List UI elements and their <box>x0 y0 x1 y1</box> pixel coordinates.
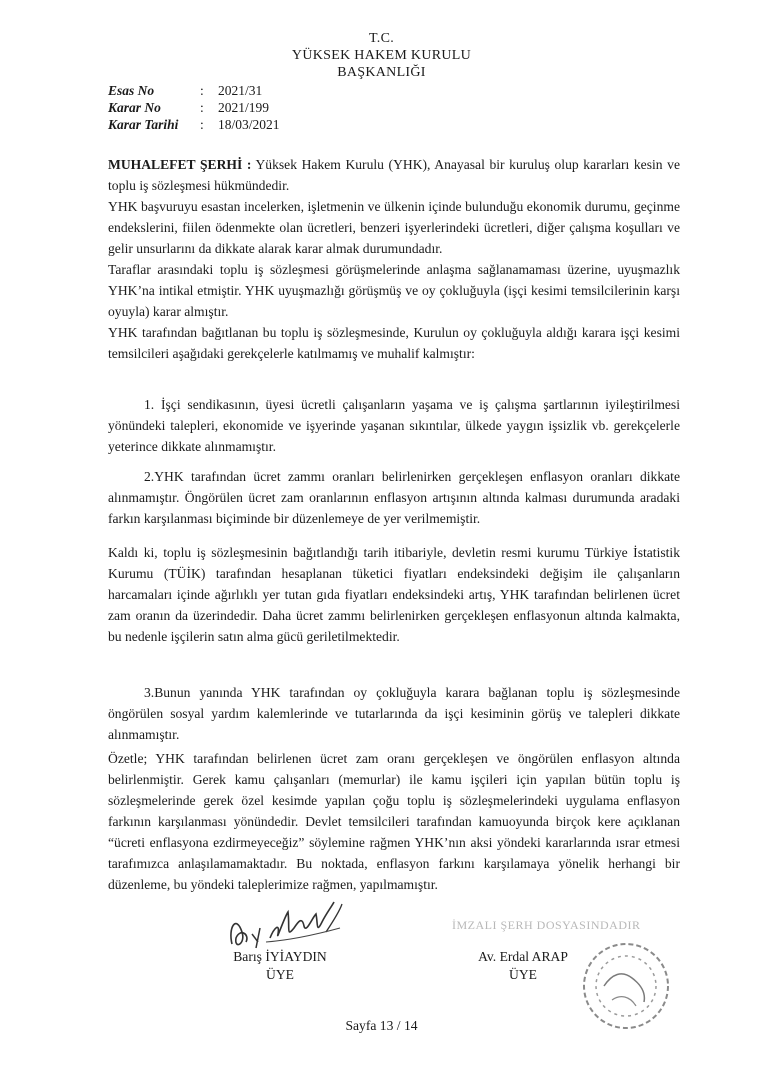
decision-date-label: Karar Tarihi <box>108 117 179 132</box>
left-signatory-role: ÜYE <box>266 967 294 982</box>
case-number-label: Esas No <box>108 83 155 98</box>
summary-block <box>108 748 680 895</box>
dissent-intro-text: Yüksek Hakem Kurulu (YHK), Anayasal bir kuruluş olup kararları kesin ve toplu iş sözleşmesi hükmündedir. <box>108 157 681 193</box>
paragraph-4-block <box>108 542 680 647</box>
decision-number-label: Karar No <box>108 100 161 115</box>
case-number-row <box>108 82 280 99</box>
reason-1-block <box>108 394 680 457</box>
right-signatory-role: ÜYE <box>509 967 537 982</box>
dissent-intro-block <box>108 154 680 364</box>
reason-3: 3.Bunun yanında YHK tarafından oy çokluğuyla karara bağlanan toplu iş sözleşmesinde öngörülen sosyal yardım kalemlerinde ve tutarlarında da işçi kesiminin görüş ve talepleri dikkate alınmamıştır. <box>108 685 680 742</box>
dissent-intro <box>108 154 680 196</box>
decision-date-row <box>108 116 280 133</box>
paragraph-1: YHK başvuruyu esastan incelerken, işletmenin ve ülkenin içinde bulunduğu ekonomik durumu, geçinme endekslerini, fiilen ödenmekte olan ücretleri, benzeri işyerlerindeki ücretleri, diğer çalışma koşulları ve gelir unsurlarını da dikkate alarak karar almak durumundadır. <box>108 199 680 256</box>
dissent-heading: MUHALEFET ŞERHİ : <box>108 157 252 172</box>
reason-1: 1. İşçi sendikasının, üyesi ücretli çalışanların yaşama ve iş çalışma şartlarının iyileştirilmesi yönündeki talepleri, ekonomide ve işyerinde yaşanan sıkıntılar, ülkede yaygın işsizlik vb. gerekçelerle yeterince dikkate alınmamıştır. <box>108 397 680 454</box>
case-number-colon: : <box>200 83 204 98</box>
decision-number-colon: : <box>200 100 204 115</box>
case-metadata <box>108 82 280 133</box>
signed-dissent-note: İMZALI ŞERH DOSYASINDADIR <box>452 918 641 932</box>
paragraph-5: Özetle; YHK tarafından belirlenen ücret zam oranı gerçekleşen ve öngörülen enflasyon altında belirlenmiştir. Gerek kamu çalışanları (memurlar) ile kamu işçileri için yapılan bütün toplu iş sözleşmelerinde gerek özel kesimde yapılan çoğu toplu iş sözleşmelerindeki uygulama enflasyon farkının karşılanması yönündedir. Devlet temsilcileri tarafından kamuoyunda birçok kere açıklanan “ücreti enflasyona ezdirmeyeceğiz” söylemine rağmen YHK’nın aksi yöndeki kararlarında ısrar etmesi tarafımızca anlaşılamamaktadır. Bu noktada, enflasyon farkını karşılamaya yönelik herhangi bir düzenleme, bu yöndeki taleplerimize rağmen, yapılmamıştır. <box>108 751 680 892</box>
case-number-value: 2021/31 <box>218 83 263 98</box>
reason-3-block <box>108 682 680 745</box>
paragraph-3: YHK tarafından bağıtlanan bu toplu iş sözleşmesinde, Kurulun oy çokluğuyla aldığı karara işçi kesimi temsilcileri aşağıdaki gerekçelerle katılmamış ve muhalif kalmıştır: <box>108 325 680 361</box>
header-institution: YÜKSEK HAKEM KURULU <box>291 48 472 63</box>
decision-date-colon: : <box>200 117 204 132</box>
page-number: Sayfa 13 / 14 <box>345 1018 418 1033</box>
reason-2-block <box>108 466 680 529</box>
header-presidency: BAŞKANLIĞI <box>337 65 426 80</box>
decision-date-value: 18/03/2021 <box>218 117 280 132</box>
decision-number-row <box>108 99 280 116</box>
paragraph-4: Kaldı ki, toplu iş sözleşmesinin bağıtlandığı tarih itibariyle, devletin resmi kurumu Türkiye İstatistik Kurumu (TÜİK) tarafından hesaplanan tüketici fiyatları endeksindeki değişim ile çalışanların harcamaları içinde ağırlıklı yer tutan gıda fiyatları endeksindeki artış, YHK tarafından belirlenen ücret zam oranın da üzerindedir. Daha ücret zammı belirlenirken gerçekleşen enflasyonun altında kalmakta, bu nedenle işçilerin satın alma gücü geriletilmektedir. <box>108 545 680 644</box>
decision-number-value: 2021/199 <box>218 100 270 115</box>
right-signatory-name: Av. Erdal ARAP <box>478 949 568 964</box>
header-tc: T.C. <box>368 31 395 46</box>
left-signatory-name: Barış İYİAYDIN <box>233 949 327 964</box>
reason-2: 2.YHK tarafından ücret zammı oranları belirlenirken gerçekleşen enflasyon oranları dikkate alınmamıştır. Öngörülen ücret zam oranlarının enflasyon artışının altında kalması durumunda aradaki farkın karşılanması biçiminde bir düzenlemeye de yer verilmemiştir. <box>108 469 680 526</box>
paragraph-2: Taraflar arasındaki toplu iş sözleşmesi görüşmelerinde anlaşma sağlanamaması üzerine, uyuşmazlık YHK’na intikal etmiştir. YHK uyuşmazlığı görüşmüş ve oy çokluğuyla (işçi kesimi temsilcilerinin karşı oyuyla) karar almıştır. <box>108 262 680 319</box>
